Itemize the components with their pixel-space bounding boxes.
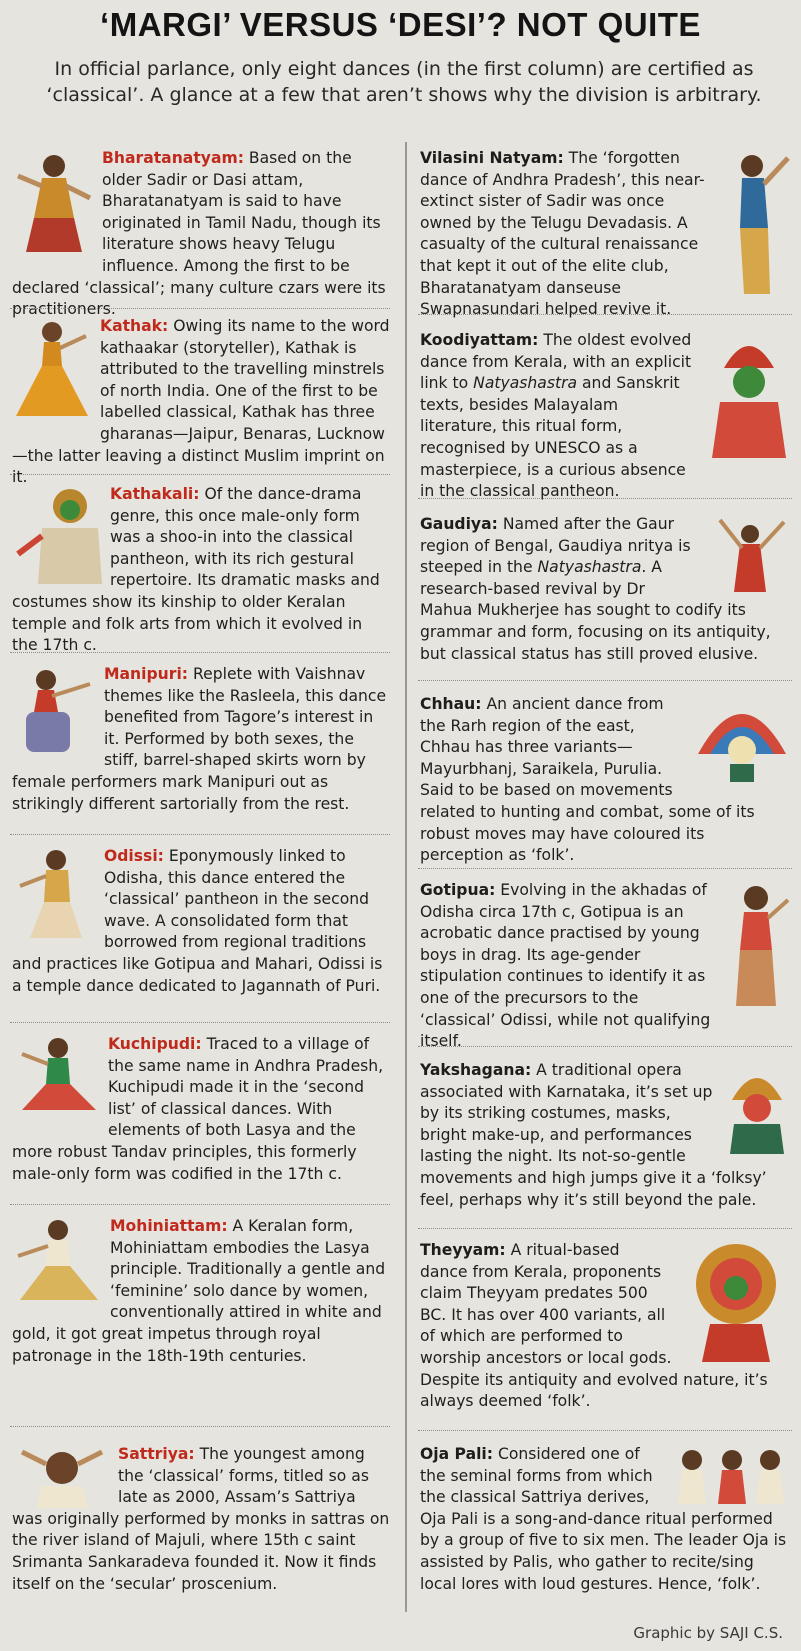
divider xyxy=(418,680,792,681)
dance-name: Bharatanatyam: xyxy=(102,149,244,167)
dance-description: Eponymously linked to Odisha, this dance entered the ‘classical’ pantheon in the second wave. A consolidated form that borrowed from regional traditions and practices like Gotipua and Mahari, Odissi is a temple dance dedicated to Jagannath of Puri. xyxy=(12,847,383,995)
dance-description: Replete with Vaishnav themes like the Rasleela, this dance benefited from Tagore’s interest in it. Performed by both sexes, the stiff, barrel-shaped skirts worn by female performers mark Manipuri out as strikingly different sartorially from the rest. xyxy=(12,665,387,813)
dancer-illustration-icon xyxy=(12,316,92,424)
divider xyxy=(10,652,390,653)
dance-description-emphasis: Natyashastra xyxy=(537,558,642,577)
entry-vilasini-natyam xyxy=(420,148,792,321)
divider xyxy=(10,1204,390,1205)
dancer-illustration-icon xyxy=(710,514,792,600)
entry-bharatanatyam xyxy=(12,148,390,321)
dance-name: Oja Pali: xyxy=(420,1445,494,1463)
dance-name: Theyyam: xyxy=(420,1241,506,1259)
divider xyxy=(418,314,792,315)
dance-description: Based on the older Sadir or Dasi attam, Bharatanatyam is said to have originated in Tamil Nadu, though its literature shows heavy Telugu influence. Among the first to be declared ‘classical’; many culture czars were its practitioners. xyxy=(12,149,386,319)
divider xyxy=(418,1046,792,1047)
dance-name: Chhau: xyxy=(420,695,482,713)
masked-dancer-icon xyxy=(706,330,792,460)
dance-description-emphasis: Natyashastra xyxy=(473,374,578,393)
dance-description: A Keralan form, Mohiniattam embodies the Lasya principle. Traditionally a gentle and ‘feminine’ solo dance by women, conventionally attired in white and gold, it got great impetus through royal patronage in the 18th-19th centuries. xyxy=(12,1217,386,1365)
dancer-illustration-icon xyxy=(12,664,96,758)
dance-description: The youngest among the ‘classical’ forms, titled so as late as 2000, Assam’s Sattriya was originally performed by monks in sattras on the river island of Majuli, where 15th c saint Srimanta Sankaradeva founded it. Now it finds itself on the ‘secular’ proscenium. xyxy=(12,1445,390,1593)
dance-description: Of the dance-drama genre, this once male-only form was a shoo-in into the classical pantheon, with its rich gestural repertoire. Its dramatic masks and costumes show its kinship to older Keralan temple and folk arts from which it evolved in the 17th c. xyxy=(12,485,380,655)
divider xyxy=(10,834,390,835)
entry-chhau xyxy=(420,694,792,867)
divider xyxy=(418,1228,792,1229)
dance-description: . A research-based revival by Dr Mahua Mukherjee has sought to codify its grammar and form, focusing on its antiquity, but classical status has still proved elusive. xyxy=(420,558,771,663)
graphic-credit: Graphic by SAJI C.S. xyxy=(633,1624,783,1642)
dancer-illustration-icon xyxy=(670,1444,792,1506)
dance-description: The oldest evolved dance from Kerala, with an explicit link to xyxy=(420,331,692,393)
dance-name: Mohiniattam: xyxy=(110,1217,228,1235)
entry-kathakali xyxy=(12,484,390,657)
dance-description: Named after the Gaur region of Bengal, Gaudiya nritya is steeped in the xyxy=(420,515,691,577)
dance-description: Evolving in the akhadas of Odisha circa 17th c, Gotipua is an acrobatic dance practised by young boys in drag. Its age-gender stipulation continues to identify it as one of the precursors to the ‘classical’ Odissi, while not qualifying itself. xyxy=(420,881,711,1051)
dancer-illustration-icon xyxy=(12,1216,102,1308)
masked-dancer-icon xyxy=(12,484,102,588)
divider xyxy=(10,1426,390,1427)
masked-dancer-icon xyxy=(680,1240,792,1364)
entry-kuchipudi xyxy=(12,1034,390,1185)
page-title: ‘MARGI’ VERSUS ‘DESI’? NOT QUITE xyxy=(100,6,701,43)
entry-gaudiya xyxy=(420,514,792,665)
dance-description: An ancient dance from the Rarh region of the east, Chhau has three variants—Mayurbhanj, Saraikela, Purulia. Said to be based on movements related to hunting and combat, some of its robust moves may have coloured its perception as ‘folk’. xyxy=(420,695,755,865)
divider xyxy=(10,1022,390,1023)
entry-mohiniattam xyxy=(12,1216,390,1367)
dance-name: Odissi: xyxy=(104,847,164,865)
column-divider xyxy=(405,142,407,1612)
entry-yakshagana xyxy=(420,1060,792,1211)
dancer-illustration-icon xyxy=(12,1444,110,1508)
dance-name: Vilasini Natyam: xyxy=(420,149,564,167)
entry-manipuri xyxy=(12,664,390,815)
entry-koodiyattam xyxy=(420,330,792,503)
entry-sattriya xyxy=(12,1444,390,1595)
dance-description: A traditional opera associated with Karnataka, it’s set up by its striking costumes, masks, bright make-up, and performances lasting the night. Its not-so-gentle movements and high jumps give it a ‘folksy’ feel, perhaps why it’s still beyond the pale. xyxy=(420,1061,767,1209)
divider xyxy=(418,498,792,499)
dancer-illustration-icon xyxy=(12,148,94,256)
divider xyxy=(10,474,390,475)
dance-name: Kathak: xyxy=(100,317,169,335)
dance-name: Kathakali: xyxy=(110,485,200,503)
entry-odissi xyxy=(12,846,390,997)
dancer-illustration-icon xyxy=(12,1034,100,1122)
dance-description: A ritual-based dance from Kerala, proponents claim Theyyam predates 500 BC. It has over 400 variants, all of which are performed to worship ancestors or local gods. Despite its antiquity and evolved nature, it’s always deemed ‘folk’. xyxy=(420,1241,768,1411)
dance-name: Kuchipudi: xyxy=(108,1035,202,1053)
masked-dancer-icon xyxy=(722,1060,792,1156)
dance-name: Koodiyattam: xyxy=(420,331,539,349)
entry-kathak xyxy=(12,316,390,489)
dancer-illustration-icon xyxy=(12,846,96,942)
entry-gotipua xyxy=(420,880,792,1053)
dance-name: Sattriya: xyxy=(118,1445,195,1463)
dance-description: Considered one of the seminal forms from which the classical Sattriya derives, Oja Pali is a song-and-dance ritual performed by a group of five to six men. The leader Oja is assisted by Palis, who gather to recite/sing local lores with loud gestures. Hence, ‘folk’. xyxy=(420,1445,787,1593)
dance-name: Yakshagana: xyxy=(420,1061,532,1079)
dance-name: Manipuri: xyxy=(104,665,189,683)
dance-description: Traced to a village of the same name in Andhra Pradesh, Kuchipudi made it in the ‘second list’ of classical dances. With elements of both Lasya and the more robust Tandav principles, this formerly male-only form was codified in the 17th c. xyxy=(12,1035,384,1183)
masked-dancer-icon xyxy=(692,694,792,782)
dance-name: Gaudiya: xyxy=(420,515,498,533)
dance-description: and Sanskrit texts, besides Malayalam literature, this ritual form, recognised by UNESCO as a masterpiece, is a curious absence in the classical pantheon. xyxy=(420,374,686,501)
dancer-illustration-icon xyxy=(720,880,792,1010)
entry-oja-pali xyxy=(420,1444,792,1595)
divider xyxy=(418,868,792,869)
divider xyxy=(10,308,390,309)
entry-theyyam xyxy=(420,1240,792,1413)
page-subtitle: In official parlance, only eight dances (in the first column) are certified as ‘classical’. A glance at a few that aren’t shows why the division is arbitrary. xyxy=(46,58,762,106)
dance-name: Gotipua: xyxy=(420,881,496,899)
divider xyxy=(418,1430,792,1431)
dance-description: The ‘forgotten dance of Andhra Pradesh’, this near-extinct sister of Sadir was once owned by the Telugu Devadasis. A casualty of the cultural renaissance that kept it out of the elite club, Bharatanatyam danseuse Swapnasundari helped revive it. xyxy=(420,149,705,319)
dancer-illustration-icon xyxy=(722,148,792,298)
dance-description: Owing its name to the word kathaakar (storyteller), Kathak is attributed to the travelling minstrels of north India. One of the first to be labelled classical, Kathak has three gharanas—Jaipur, Benaras, Lucknow—the latter leaving a distinct Muslim imprint on it. xyxy=(12,317,390,487)
